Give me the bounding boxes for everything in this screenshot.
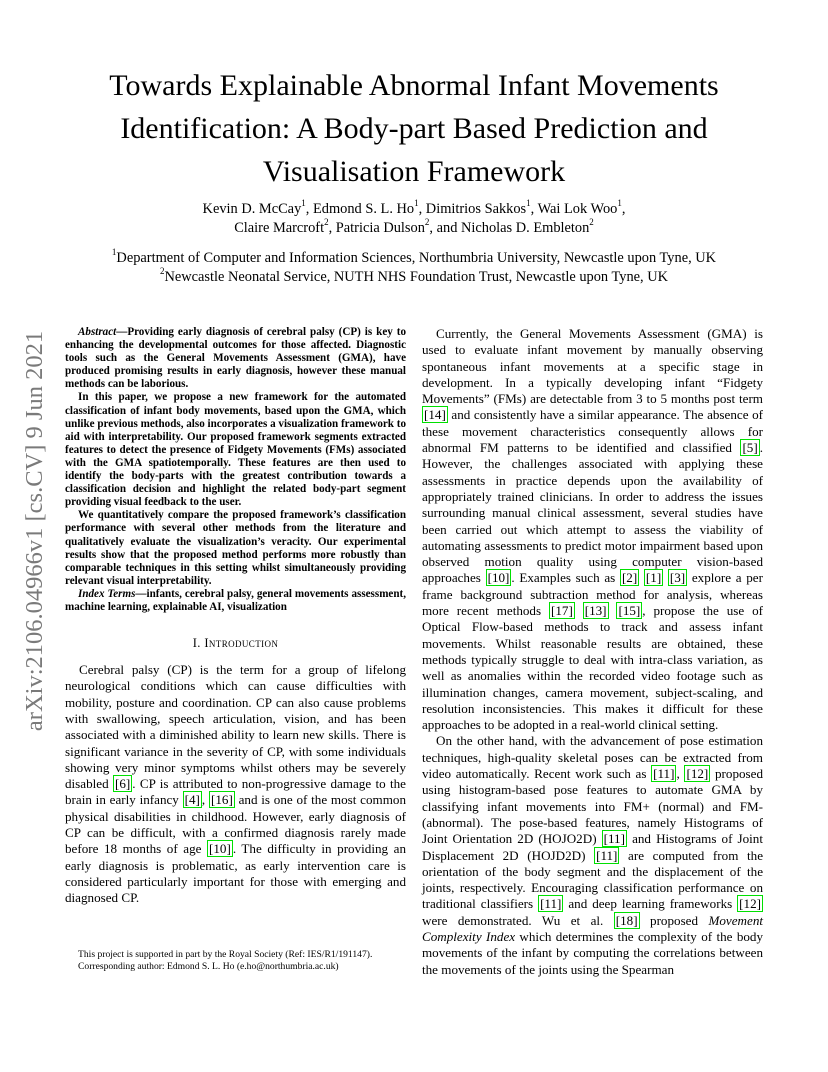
body-text xyxy=(575,603,583,618)
citation-link[interactable]: [2] xyxy=(621,570,638,586)
author-name: , and Nicholas D. Embleton xyxy=(429,220,590,236)
affiliation-1 xyxy=(60,249,768,268)
body-paragraph xyxy=(422,326,763,733)
body-paragraph xyxy=(65,662,406,906)
body-text: , propose the use of Optical Flow-based methods to track and assess infant movements. Whilst reasonable results are obtained, these methods typically struggle to deal with intra-class variation, as well as anomalies within the recorded video footage such as illumination changes, camera movement, subject-scaling, and resolution inconsistencies. This makes it difficult for these approaches to be adopted in a real-world clinical setting. xyxy=(422,603,763,733)
arxiv-id-text: arXiv:2106.04966v1 [cs.CV] 9 Jun 2021 xyxy=(21,330,48,732)
body-text: Cerebral palsy (CP) is the term for a group of lifelong neurological conditions which can cause difficulties with mobility, posture and coordination. CP can also cause problems with swallowing, speech articulation, vision, and has been associated with a diminished ability to learn new skills. There is significant variance in the severity of CP, with some individuals showing very minor symptoms whilst others may be severely disabled xyxy=(65,662,406,792)
body-text: , xyxy=(201,792,209,808)
section-heading xyxy=(65,636,406,651)
citation-link[interactable]: [18] xyxy=(615,912,638,928)
author-line-2 xyxy=(60,219,768,238)
affiliation-mark: 1 xyxy=(111,247,117,258)
author-name: Claire Marcroft xyxy=(234,220,325,236)
affiliation-list xyxy=(60,249,768,287)
affiliation-mark: 2 xyxy=(589,217,594,228)
body-text: which determines the complexity of the body movements of the infant by computing the correlations between the movements of the joints using the Spearman xyxy=(422,928,764,977)
body-text: Currently, the General Movements Assessment (GMA) is used to evaluate infant movement by manually observing spontaneous infant movements at a specific stage in development. In a typically developing infant “Fidgety Movements” (FMs) are detectable from 3 to 5 months post term xyxy=(422,326,763,407)
body-text: On the other hand, with the advancement of pose estimation techniques, high-quality skeletal poses can be extracted from video automatically. Recent work such as xyxy=(422,733,763,782)
author-name: , Patricia Dulson xyxy=(328,220,425,236)
paper-title xyxy=(60,64,768,193)
abstract-paragraph xyxy=(65,326,406,391)
right-column xyxy=(422,326,763,978)
citation-link[interactable]: [10] xyxy=(209,841,231,857)
affiliation-mark: 2 xyxy=(424,217,430,228)
title-line-2: Identification: A Body-part Based Prediction and xyxy=(120,112,708,145)
author-name: , Dimitrios Sakkos xyxy=(418,201,527,217)
body-text: and deep learning frameworks xyxy=(563,896,738,912)
citation-link[interactable]: [4] xyxy=(184,792,200,808)
citation-link[interactable]: [15] xyxy=(618,603,641,619)
affiliation-text: Department of Computer and Information Sciences, Northumbria University, Newcastle upon Tyne, UK xyxy=(116,250,717,266)
abstract-paragraph: We quantitatively compare the proposed framework’s classification performance with several other methods from the literature and qualitatively evaluate the visualization’s veracity. Our experimental results show that the proposed method performs more robustly than comparable techniques in this setting whilst simultaneously providing relevant visual interpretability. xyxy=(65,509,406,587)
body-text: proposed xyxy=(639,912,709,928)
title-line-3: Visualisation Framework xyxy=(262,155,566,188)
affiliation-mark: 1 xyxy=(414,198,419,209)
body-text: proposed using histogram-based pose features to automate GMA by classifying infant movements into FM+ (normal) and FM- (abnormal). The pose-based features, namely Histograms of Joint Orientation 2D (HOJO2D) xyxy=(422,766,763,847)
body-text: . The difficulty in providing an early diagnosis is problematic, as early intervention care is considered particularly important for those with emerging and diagnosed CP. xyxy=(65,841,406,906)
body-text: are computed from the orientation of the body segment and the displacement of the joints, respectively. Encouraging classification performance on traditional classifiers xyxy=(422,847,764,912)
section-title: Introduction xyxy=(204,636,279,651)
citation-link[interactable]: [11] xyxy=(540,896,562,912)
citation-link[interactable]: [11] xyxy=(596,847,618,863)
citation-link[interactable]: [13] xyxy=(584,603,607,619)
author-list xyxy=(60,200,768,238)
abstract-label: Abstract xyxy=(78,326,117,338)
citation-link[interactable]: [6] xyxy=(114,776,131,792)
abstract xyxy=(65,326,406,588)
affiliation-mark: 1 xyxy=(617,198,622,209)
body-text: . CP is attributed to non-progressive damage to the brain in early infancy xyxy=(65,776,406,808)
affiliation-mark: 1 xyxy=(526,198,531,209)
abstract-paragraph: In this paper, we propose a new framework for the automated classification of infant body movements, based upon the GMA, which unlike previous methods, also incorporates a visualization framework to aid with interpretability. Our proposed framework segments extracted features to detect the presence of Fidgety Movements (FMs) associated with the GMA spatiotemporally. These features are then used to identify the body-parts with the greatest contribution towards a classification decision and highlight the related body-part segment providing visual feedback to the user. xyxy=(65,391,406,509)
section-number: I. xyxy=(192,636,201,651)
introduction-body xyxy=(65,662,406,906)
arxiv-identifier xyxy=(20,296,50,766)
affiliation-mark: 1 xyxy=(301,198,306,209)
author-name: , Edmond S. L. Ho xyxy=(305,201,415,217)
citation-link[interactable]: [11] xyxy=(653,766,675,782)
citation-link[interactable]: [12] xyxy=(686,766,709,782)
affiliation-2 xyxy=(60,268,768,287)
title-line-1: Towards Explainable Abnormal Infant Movements xyxy=(109,69,719,102)
affiliation-mark: 2 xyxy=(324,217,329,228)
abstract-text: —Providing early diagnosis of cerebral palsy (CP) is key to enhancing the developmental outcomes for those affected. Diagnostic tools such as the General Movements Assessment (GMA), have produced promising results in early diagnosis, however these manual methods can be laborious. xyxy=(65,326,406,391)
citation-link[interactable]: [11] xyxy=(603,831,625,847)
affiliation-mark: 2 xyxy=(159,266,165,277)
citation-link[interactable]: [16] xyxy=(210,792,233,808)
author-name: Kevin D. McCay xyxy=(202,201,302,217)
author-separator: , xyxy=(621,201,626,217)
footnote xyxy=(65,949,406,973)
index-terms-text: —infants, cerebral palsy, general movements assessment, machine learning, explainable AI, visualization xyxy=(65,587,406,613)
body-text: explore a per frame background subtraction method for analysis, whereas more recent methods xyxy=(422,570,763,619)
body-text: and Histograms of Joint Displacement 2D (HOJD2D) xyxy=(422,831,763,863)
author-name: , Wai Lok Woo xyxy=(530,201,618,217)
author-line-1 xyxy=(60,200,768,219)
citation-link[interactable]: [10] xyxy=(487,570,510,586)
left-column xyxy=(65,326,406,907)
footnote-funding: This project is supported in part by the Royal Society (Ref: IES/R1/191147). xyxy=(78,949,373,960)
affiliation-text: Newcastle Neonatal Service, NUTH NHS Foundation Trust, Newcastle upon Tyne, UK xyxy=(164,269,669,285)
citation-link[interactable]: [1] xyxy=(645,570,662,586)
footnote-corresponding-author: Corresponding author: Edmond S. L. Ho (e.ho@northumbria.ac.uk) xyxy=(78,961,339,972)
body-text: and is one of the most common physical disabilities in childhood. However, early diagnosis of CP can be difficult, with a confirmed diagnosis rarely made before 18 months of age xyxy=(65,792,406,857)
index-terms-label: Index Terms xyxy=(78,587,136,600)
body-text: were demonstrated. Wu et al. xyxy=(422,912,614,928)
citation-link[interactable]: [17] xyxy=(550,603,573,619)
citation-link[interactable]: [3] xyxy=(669,570,686,586)
body-text: , xyxy=(676,766,685,782)
citation-link[interactable]: [12] xyxy=(739,896,761,912)
index-terms xyxy=(65,588,406,614)
body-paragraph xyxy=(422,733,763,977)
citation-link[interactable]: [5] xyxy=(742,440,758,456)
citation-link[interactable]: [14] xyxy=(424,407,446,423)
emphasized-term: Movement Complexity Index xyxy=(422,912,763,944)
body-text: . Examples such as xyxy=(511,570,620,586)
body-text: . However, the challenges associated with applying these assessments in practice depends upon the availability of appropriately trained clinicians. In order to address the issues surrounding manual clinical assessment, several studies have been carried out which attempt to assess the viability of automating assessments to predict motor impairment based upon observed motion quality using computer vision-based approaches xyxy=(422,440,763,586)
body-text: and consistently have a similar appearance. The absence of these movement characteristics consequently allows for abnormal FM patterns to be identified and classified xyxy=(422,407,763,456)
